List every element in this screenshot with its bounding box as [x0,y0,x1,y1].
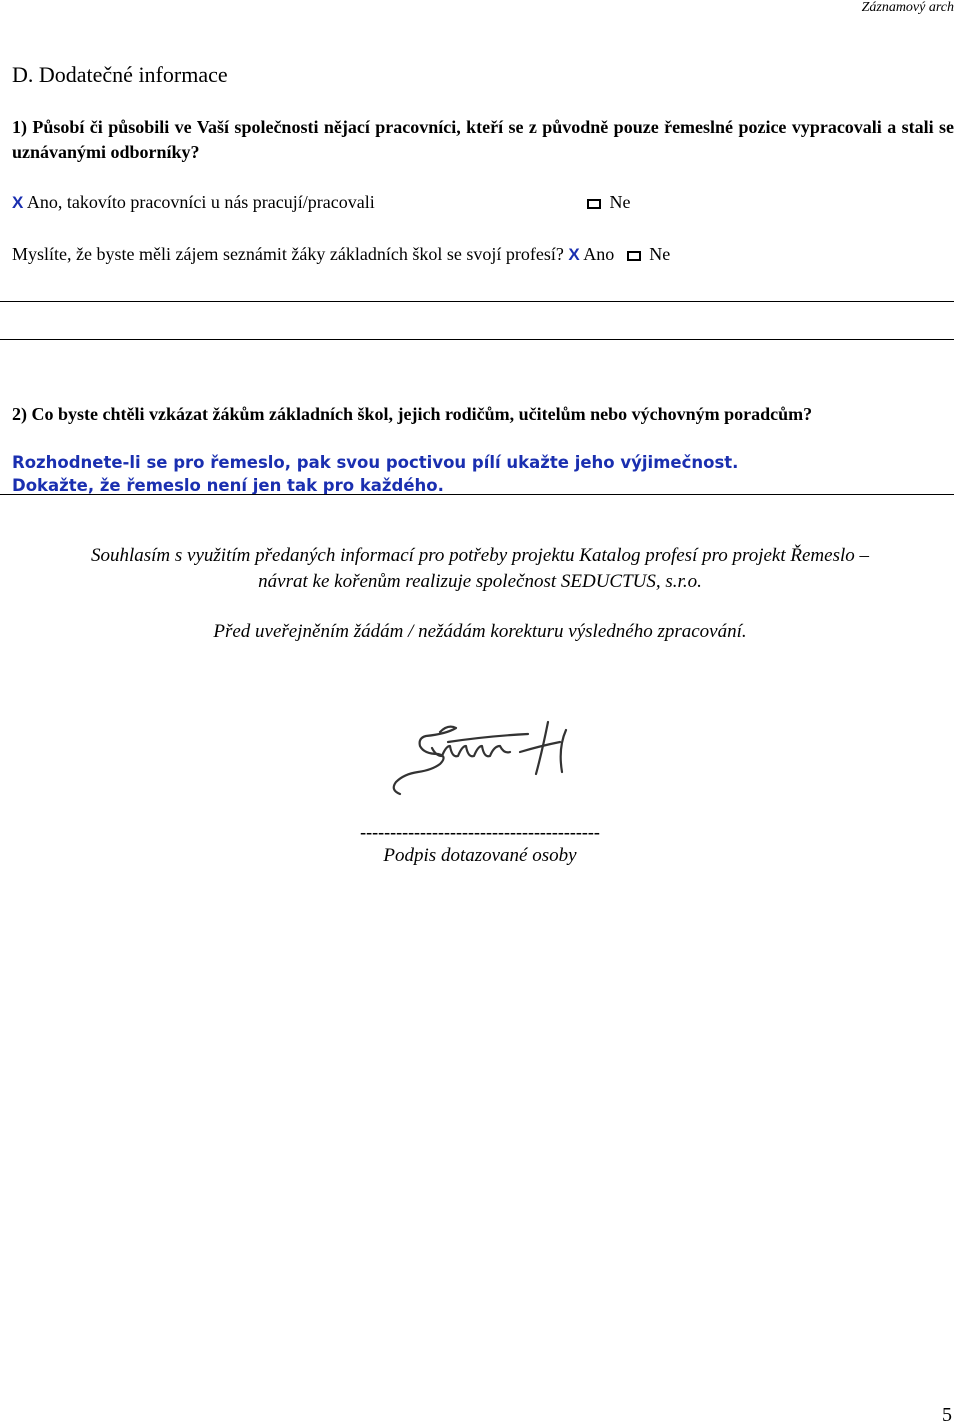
signature-line: ---------------------------------------- [360,822,600,842]
signature-label: Podpis dotazované osoby [383,845,577,866]
review-request: Před uveřejněním žádám / nežádám korekturu výsledného zpracování. [213,621,747,642]
section-title: D. Dodatečné informace [12,62,228,87]
question-1-yes-option[interactable] [12,192,375,213]
question-1-no-option[interactable] [587,192,631,213]
consent-line-2: návrat ke kořenům realizuje společnost SEDUCTUS, s.r.o. [258,571,702,592]
checkbox-icon[interactable] [627,251,641,261]
question-1b-text: Myslíte, že byste měli zájem seznámit žáky základních škol se svojí profesí? [12,244,564,264]
question-1-text: 1) Působí či působili ve Vaší společnosti nějací pracovníci, kteří se z původně pouze řemeslné pozice vypracovali a stali se uznávanými odborníky? [12,117,954,162]
answer-line [0,494,954,495]
page-number: 5 [942,1404,952,1426]
document-type-label: Záznamový arch [861,0,954,15]
answer-line [0,339,954,340]
question-2-answer-line-2: Dokažte, že řemeslo není jen tak pro každého. [12,476,444,495]
question-1-yes-label: Ano, takovíto pracovníci u nás pracují/pracovali [26,192,375,212]
question-1b-line [12,244,670,265]
question-1b-no-label[interactable]: Ne [649,244,671,264]
consent-line-1: Souhlasím s využitím předaných informací pro potřeby projektu Katalog profesí pro projekt Řemeslo – [90,545,870,566]
question-1b-yes-label[interactable]: Ano [583,244,615,264]
question-2-answer-line-1: Rozhodnete-li se pro řemeslo, pak svou poctivou pílí ukažte jeho výjimečnost. [12,453,739,472]
checked-mark-icon: X [12,193,24,212]
question-2-text: 2) Co byste chtěli vzkázat žákům základních škol, jejich rodičům, učitelům nebo výchovným poradcům? [12,404,813,424]
checkbox-icon [587,199,601,209]
checked-mark-icon: X [568,245,580,264]
answer-line [0,301,954,302]
handwritten-signature [380,712,590,812]
question-1-no-label: Ne [609,192,631,212]
